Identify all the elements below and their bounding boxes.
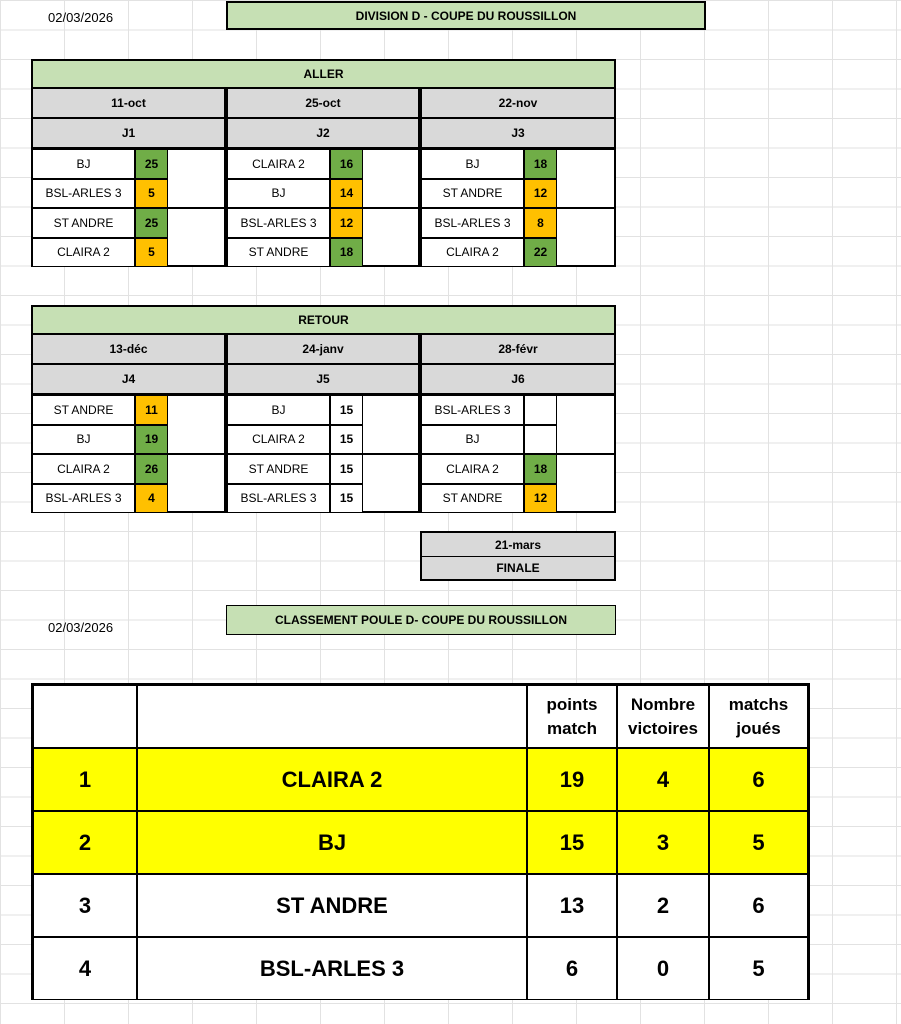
retour-round-2-game-1-score-1: 15: [330, 395, 363, 425]
aller-round-3-game-1-score-1: 18: [524, 149, 557, 179]
ranking-header-wins: Nombre victoires: [617, 685, 709, 748]
aller-round-1-game-1-team-1: BJ: [32, 149, 135, 179]
aller-round-2-game-2-team-2: ST ANDRE: [227, 238, 330, 268]
aller-round-1-date: 11-oct: [31, 89, 226, 119]
aller-round-1-game-2-score-2: 5: [135, 238, 168, 268]
aller-round-3-game-1-team-1: BJ: [421, 149, 524, 179]
aller-round-2-game-1-score-2: 14: [330, 179, 363, 209]
retour-round-2-game-1-team-1: BJ: [227, 395, 330, 425]
ranking-header-points: points match: [527, 685, 617, 748]
aller-round-2-game-2-team-1: BSL-ARLES 3: [227, 208, 330, 238]
ranking-row-played: 5: [709, 937, 808, 1000]
retour-section: [31, 305, 616, 513]
retour-round-3-game-1-team-2: BJ: [421, 425, 524, 455]
aller-round-1-game-1-score-2: 5: [135, 179, 168, 209]
retour-round-1-game-2-score-2: 4: [135, 484, 168, 514]
retour-round-2-label: J5: [226, 365, 420, 395]
retour-round-1-game-2-team-2: BSL-ARLES 3: [32, 484, 135, 514]
ranking-header-team: [137, 685, 527, 748]
retour-round-1-date: 13-déc: [31, 335, 226, 365]
retour-round-3-game-2-team-1: CLAIRA 2: [421, 454, 524, 484]
retour-round-3-game-1-score-2: [524, 425, 557, 455]
retour-round-3-game-2-score-2: 12: [524, 484, 557, 514]
retour-round-3-game-1-team-1: BSL-ARLES 3: [421, 395, 524, 425]
ranking-row-rank: 3: [33, 874, 137, 937]
ranking-row-played: 6: [709, 874, 808, 937]
aller-section: [31, 59, 616, 267]
retour-round-3-game-1-score-1: [524, 395, 557, 425]
retour-round-2-game-2-score-2: 15: [330, 484, 363, 514]
retour-round-2-game-2-team-1: ST ANDRE: [227, 454, 330, 484]
aller-round-2-game-1-team-1: CLAIRA 2: [227, 149, 330, 179]
ranking-row-wins: 4: [617, 748, 709, 811]
aller-round-1-game-2-score-1: 25: [135, 208, 168, 238]
retour-round-3-game-2-team-2: ST ANDRE: [421, 484, 524, 514]
retour-round-2-game-2-team-2: BSL-ARLES 3: [227, 484, 330, 514]
aller-round-3-game-2-team-1: BSL-ARLES 3: [421, 208, 524, 238]
ranking-row: [33, 937, 808, 1000]
aller-round-2-game-1-team-2: BJ: [227, 179, 330, 209]
ranking-header-rank: [33, 685, 137, 748]
ranking-row: [33, 874, 808, 937]
retour-round-2-date: 24-janv: [226, 335, 420, 365]
ranking-row-points: 6: [527, 937, 617, 1000]
aller-round-2-game-2-score-1: 12: [330, 208, 363, 238]
retour-round-2-game-1-team-2: CLAIRA 2: [227, 425, 330, 455]
retour-round-1-game-2-score-1: 26: [135, 454, 168, 484]
ranking-row-rank: 2: [33, 811, 137, 874]
retour-round-3-label: J6: [420, 365, 616, 395]
retour-round-2-game-2-score-1: 15: [330, 454, 363, 484]
aller-label: ALLER: [31, 59, 616, 89]
ranking-row-wins: 2: [617, 874, 709, 937]
retour-round-1-game-1-team-2: BJ: [32, 425, 135, 455]
aller-round-2-label: J2: [226, 119, 420, 149]
classement-date: 02/03/2026: [48, 620, 114, 635]
ranking-row-team: BJ: [137, 811, 527, 874]
ranking-row-played: 5: [709, 811, 808, 874]
retour-round-1-game-1-score-2: 19: [135, 425, 168, 455]
ranking-row-points: 13: [527, 874, 617, 937]
finale-box: [420, 531, 616, 581]
page-title: DIVISION D - COUPE DU ROUSSILLON: [226, 1, 706, 30]
aller-round-3-label: J3: [420, 119, 616, 149]
aller-round-3-game-1-team-2: ST ANDRE: [421, 179, 524, 209]
retour-round-3-date: 28-févr: [420, 335, 616, 365]
aller-round-1-game-1-score-1: 25: [135, 149, 168, 179]
retour-round-1-game-2-team-1: CLAIRA 2: [32, 454, 135, 484]
retour-round-2-game-1-score-2: 15: [330, 425, 363, 455]
aller-round-1-game-2-team-2: CLAIRA 2: [32, 238, 135, 268]
classement-title: CLASSEMENT POULE D- COUPE DU ROUSSILLON: [226, 605, 616, 635]
header-date: 02/03/2026: [48, 10, 114, 25]
aller-round-3-game-2-score-2: 22: [524, 238, 557, 268]
ranking-row-played: 6: [709, 748, 808, 811]
ranking-row: [33, 748, 808, 811]
finale-date: 21-mars: [422, 533, 614, 557]
aller-round-1-game-2-team-1: ST ANDRE: [32, 208, 135, 238]
retour-round-3-game-2-score-1: 18: [524, 454, 557, 484]
ranking-row-wins: 0: [617, 937, 709, 1000]
ranking-row-team: ST ANDRE: [137, 874, 527, 937]
finale-label: FINALE: [496, 561, 540, 575]
aller-round-2-date: 25-oct: [226, 89, 420, 119]
retour-round-1-game-1-team-1: ST ANDRE: [32, 395, 135, 425]
ranking-row: [33, 811, 808, 874]
ranking-table: [31, 683, 810, 1000]
aller-round-1-game-1-team-2: BSL-ARLES 3: [32, 179, 135, 209]
retour-label: RETOUR: [31, 305, 616, 335]
ranking-row-rank: 4: [33, 937, 137, 1000]
ranking-header-played: matchs joués: [709, 685, 808, 748]
ranking-row-points: 15: [527, 811, 617, 874]
ranking-row-wins: 3: [617, 811, 709, 874]
ranking-row-team: CLAIRA 2: [137, 748, 527, 811]
aller-round-2-game-2-score-2: 18: [330, 238, 363, 268]
aller-round-1-label: J1: [31, 119, 226, 149]
aller-round-3-game-2-score-1: 8: [524, 208, 557, 238]
ranking-row-rank: 1: [33, 748, 137, 811]
aller-round-3-game-2-team-2: CLAIRA 2: [421, 238, 524, 268]
retour-round-1-label: J4: [31, 365, 226, 395]
ranking-row-points: 19: [527, 748, 617, 811]
ranking-row-team: BSL-ARLES 3: [137, 937, 527, 1000]
aller-round-3-game-1-score-2: 12: [524, 179, 557, 209]
retour-round-1-game-1-score-1: 11: [135, 395, 168, 425]
aller-round-3-date: 22-nov: [420, 89, 616, 119]
aller-round-2-game-1-score-1: 16: [330, 149, 363, 179]
